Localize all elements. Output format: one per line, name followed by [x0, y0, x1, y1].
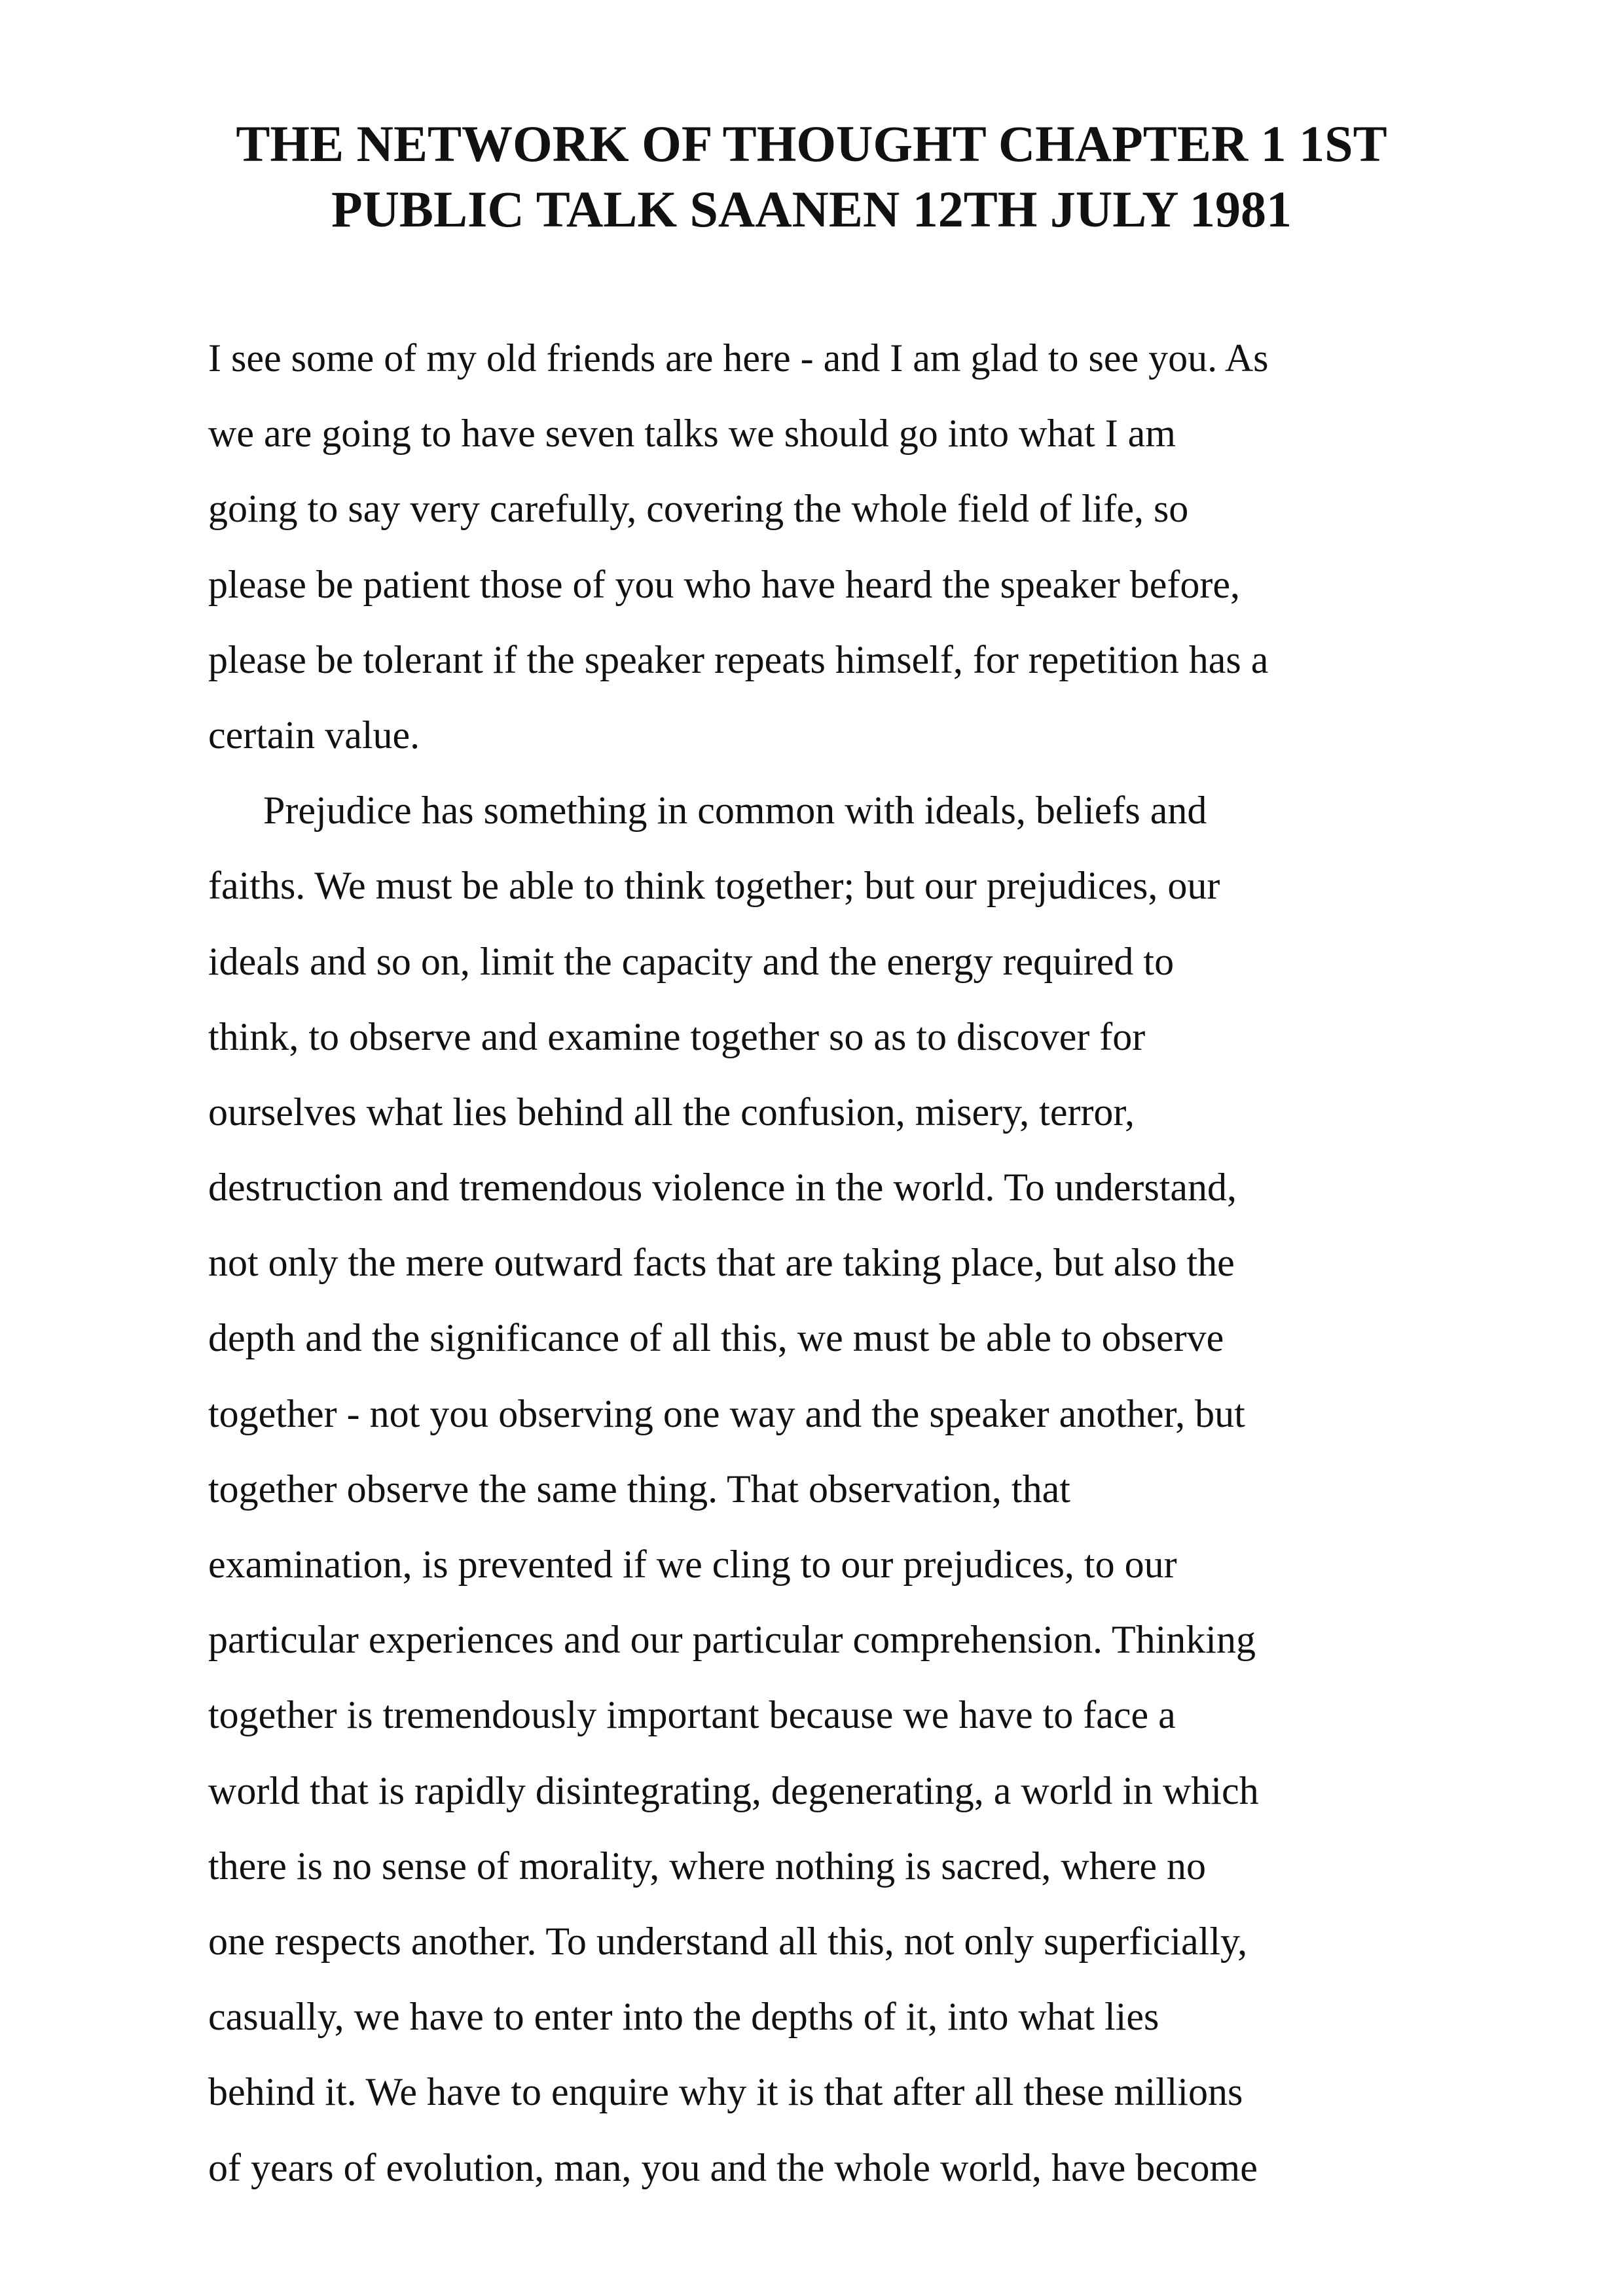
text-line: think, to observe and examine together so as to discover for — [208, 1014, 1146, 1058]
text-line: depth and the significance of all this, we must be able to observe — [208, 1316, 1224, 1360]
text-line: ourselves what lies behind all the confusion, misery, terror, — [208, 1090, 1135, 1134]
text-line: together is tremendously important because we have to face a — [208, 1693, 1176, 1737]
text-line: together observe the same thing. That observation, that — [208, 1467, 1070, 1511]
text-line: not only the mere outward facts that are taking place, but also the — [208, 1241, 1235, 1285]
text-line: certain value. — [208, 713, 420, 757]
text-line: destruction and tremendous violence in the world. To understand, — [208, 1166, 1237, 1210]
text-line: behind it. We have to enquire why it is that after all these millions — [208, 2070, 1243, 2114]
text-line: particular experiences and our particular comprehension. Thinking — [208, 1618, 1256, 1662]
page-title — [157, 111, 1466, 242]
title-line: THE NETWORK OF THOUGHT CHAPTER 1 1ST — [236, 115, 1387, 172]
body-text — [208, 321, 1452, 2206]
text-line: going to say very carefully, covering the whole field of life, so — [208, 487, 1189, 531]
text-line: please be patient those of you who have heard the speaker before, — [208, 562, 1241, 606]
text-line: of years of evolution, man, you and the whole world, have become — [208, 2145, 1258, 2189]
text-line: Prejudice has something in common with ideals, beliefs and — [263, 789, 1207, 833]
text-line: ideals and so on, limit the capacity and the energy required to — [208, 939, 1175, 983]
text-line: please be tolerant if the speaker repeats himself, for repetition has a — [208, 637, 1269, 681]
text-line: together - not you observing one way and the speaker another, but — [208, 1391, 1245, 1435]
text-line: there is no sense of morality, where nothing is sacred, where no — [208, 1844, 1206, 1888]
text-line: we are going to have seven talks we should go into what I am — [208, 412, 1176, 456]
text-line: examination, is prevented if we cling to our prejudices, to our — [208, 1543, 1177, 1586]
title-line: PUBLIC TALK SAANEN 12TH JULY 1981 — [331, 181, 1292, 238]
text-line: I see some of my old friends are here - and I am glad to see you. As — [208, 336, 1269, 380]
text-line: casually, we have to enter into the depths of it, into what lies — [208, 1995, 1159, 2039]
text-line: faiths. We must be able to think together; but our prejudices, our — [208, 864, 1220, 908]
text-line: one respects another. To understand all this, not only superficially, — [208, 1919, 1248, 1963]
text-line: world that is rapidly disintegrating, degenerating, a world in which — [208, 1768, 1259, 1812]
